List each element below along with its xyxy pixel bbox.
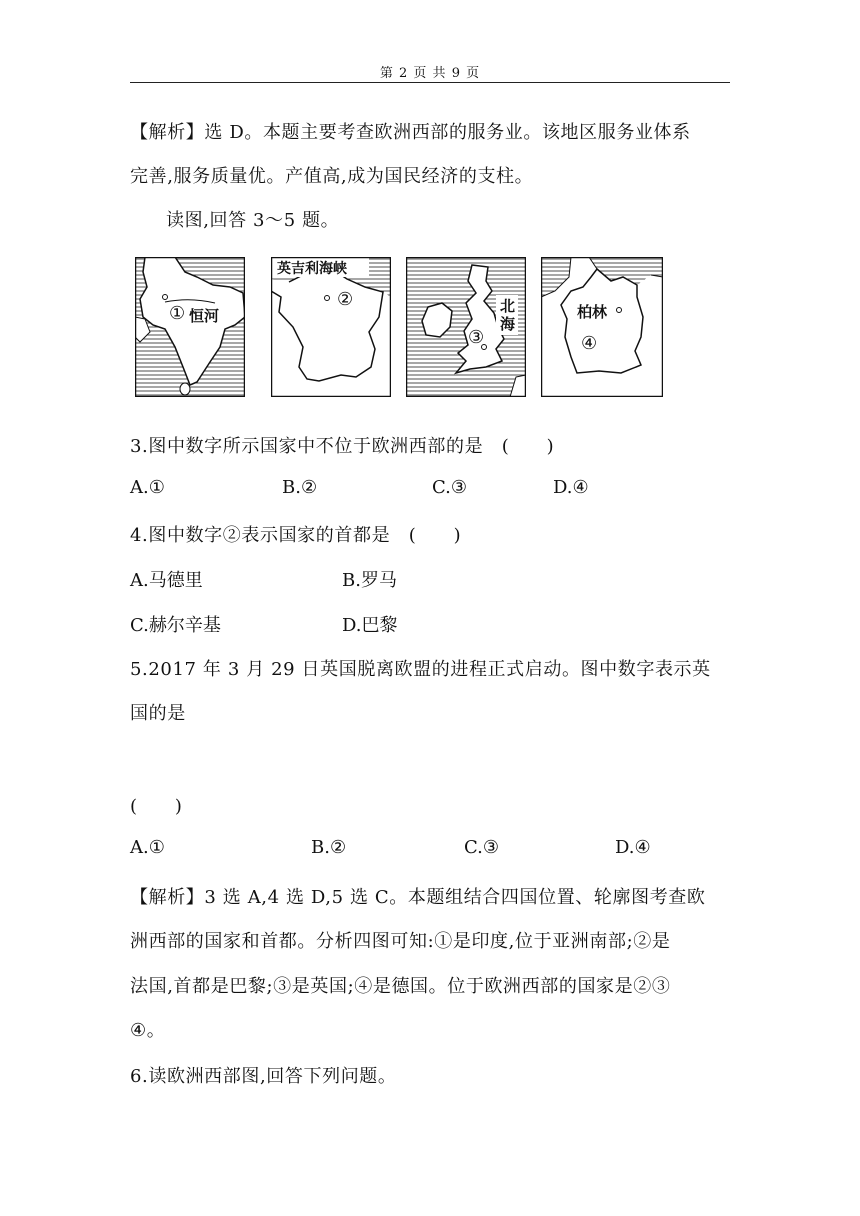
map-3-sea-label-2: 海 bbox=[500, 315, 516, 333]
q3-option-c: C.③ bbox=[432, 477, 467, 498]
analysis-1-line-1: 【解析】选 D。本题主要考查欧洲西部的服务业。该地区服务业体系 bbox=[130, 122, 691, 143]
q4-option-c: C.赫尔辛基 bbox=[130, 615, 221, 636]
map-uk bbox=[406, 257, 526, 397]
map-3-sea-label-1: 北 bbox=[500, 297, 516, 315]
map-3-number: ③ bbox=[468, 327, 485, 348]
map-1-river-label: 恒河 bbox=[189, 307, 220, 325]
q3-option-b: B.② bbox=[282, 477, 318, 498]
q4-option-d: D.巴黎 bbox=[342, 615, 398, 636]
analysis-1-line-2: 完善,服务质量优。产值高,成为国民经济的支柱。 bbox=[130, 166, 534, 187]
q5-stem-line-1: 5.2017 年 3 月 29 日英国脱离欧盟的进程正式启动。图中数字表示英 bbox=[130, 659, 711, 680]
instruction-text: 读图,回答 3～5 题。 bbox=[166, 210, 340, 231]
q3-option-d: D.④ bbox=[553, 477, 589, 498]
header-rule bbox=[130, 82, 730, 83]
map-4-city-label: 柏林 bbox=[577, 303, 608, 321]
q5-option-d: D.④ bbox=[615, 837, 651, 858]
q5-option-a: A.① bbox=[130, 837, 165, 858]
q4-option-b: B.罗马 bbox=[342, 570, 397, 591]
q3-option-a: A.① bbox=[130, 477, 165, 498]
analysis-2-line-1: 【解析】3 选 A,4 选 D,5 选 C。本题组结合四国位置、轮廓图考查欧 bbox=[130, 887, 706, 908]
map-2-number: ② bbox=[337, 289, 354, 310]
q5-stem-line-2: 国的是 bbox=[130, 703, 186, 724]
q4-stem: 4.图中数字②表示国家的首都是 ( ) bbox=[130, 525, 462, 546]
q5-option-c: C.③ bbox=[464, 837, 499, 858]
map-4-number: ④ bbox=[581, 333, 598, 354]
page-header: 第 2 页 共 9 页 bbox=[379, 66, 481, 81]
q4-option-a: A.马德里 bbox=[130, 570, 203, 591]
country-maps-figure bbox=[135, 257, 665, 397]
q3-stem: 3.图中数字所示国家中不位于欧洲西部的是 ( ) bbox=[130, 436, 555, 457]
q5-option-b: B.② bbox=[311, 837, 347, 858]
analysis-2-line-4: ④。 bbox=[130, 1020, 166, 1041]
analysis-2-line-2: 洲西部的国家和首都。分析四图可知:①是印度,位于亚洲南部;②是 bbox=[130, 931, 671, 952]
analysis-2-line-3: 法国,首都是巴黎;③是英国;④是德国。位于欧洲西部的国家是②③ bbox=[130, 976, 671, 997]
q5-answer-bracket: ( ) bbox=[130, 796, 183, 817]
map-1-number: ① bbox=[169, 303, 186, 324]
map-india bbox=[135, 257, 245, 397]
q6-stem: 6.读欧洲西部图,回答下列问题。 bbox=[130, 1066, 397, 1087]
map-2-strait-label: 英吉利海峡 bbox=[277, 261, 347, 277]
map-france bbox=[271, 257, 391, 397]
map-germany bbox=[541, 257, 663, 397]
